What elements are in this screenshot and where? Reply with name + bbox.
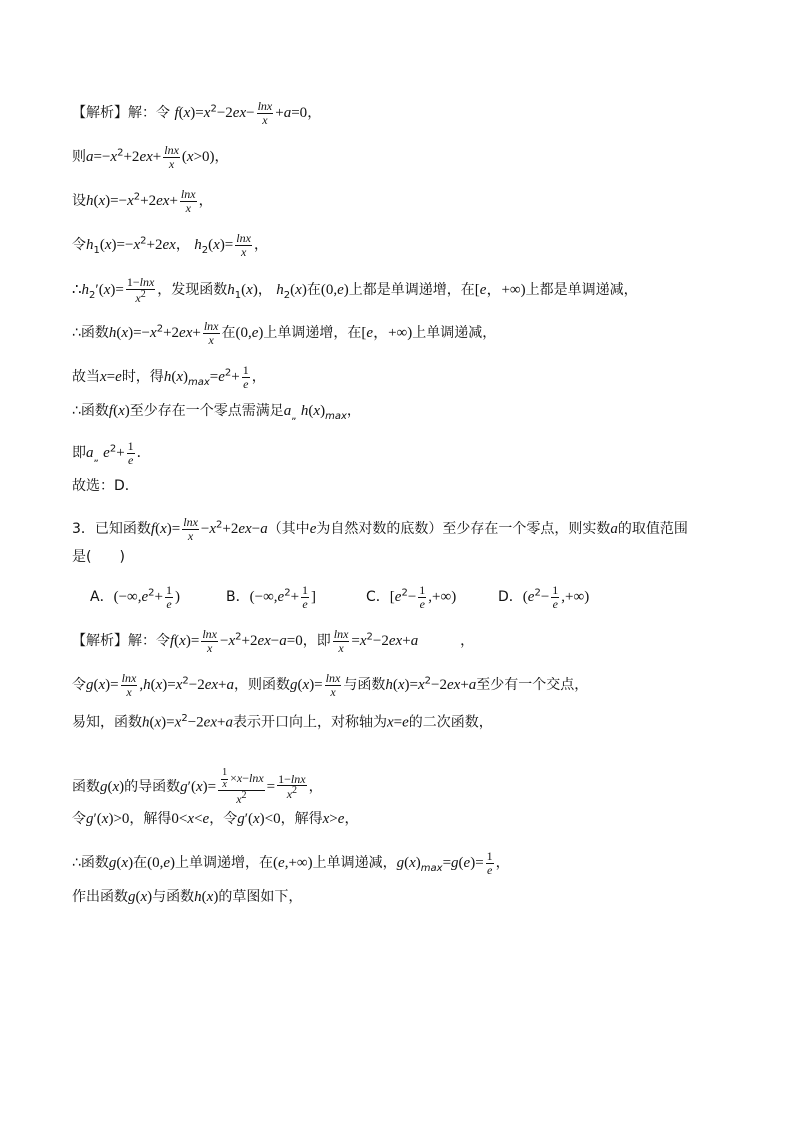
q3-solution-line-7: 作出函数g(x)与函数h(x)的草图如下，	[72, 889, 303, 905]
option-a: A．($-\infty,e^2+$ $\frac{1}{e}$ )	[90, 583, 180, 611]
jiexi-tag: 【解析】	[72, 105, 128, 122]
solution-line-1: 【解析】解：令 $f(x)=x^2-2ex-$ $\frac{\ln x}{x}$ +a=0，	[72, 99, 322, 127]
q3-solution-line-6: ∴函数g(x)在(0,e)上单调递增，在(e,+∞)上单调递减，$g(x)_{max}=g(e)=$ $\frac{1}{e}$ ，	[72, 849, 510, 877]
fraction: $\frac{\ln x}{x}$	[257, 99, 273, 127]
solution-line-7: 故当x=e时，得$h(x)_{max}=e^2+$ $\frac{1}{e}$ ，	[72, 363, 266, 391]
solution-line-6: ∴函数$h(x)=-x^2+2ex+$ $\frac{\ln x}{x}$ 在(0,e)上单调递增，在[e，+∞)上单调递减，	[72, 319, 497, 347]
option-c: C．[$e^2-$ $\frac{1}{e}$ ,+∞)	[366, 583, 457, 611]
answer-line: 故选：D．	[72, 478, 139, 494]
solution-line-2: 则$a=-x^2+2ex+$ $\frac{\ln x}{x}$ (x>0)，	[72, 143, 229, 171]
solution-line-4: 令$h_1(x)=-x^2+2ex$， $h_2(x)=$ $\frac{\ln x}{x}$ ，	[72, 231, 268, 259]
question-3: 3．已知函数f(x)= $\frac{\ln x}{x}$ $-x^2+2ex-a$（其中e为自然对数的底数）至少存在一个零点，则实数a的取值范围	[72, 515, 688, 543]
q3-solution-line-5: 令g′(x)>0，解得0<x<e，令g′(x)<0，解得x>e，	[72, 811, 359, 827]
q3-solution-line-3: 易知，函数$h(x)=x^2-2ex+a$表示开口向上，对称轴为x=e的二次函数，	[72, 713, 493, 731]
q3-solution-line-4: 函数g(x)的导函数g′(x)= $\frac{1}{x}$ ×x−lnx $x^2$ = $\frac{1-\ln x}{x^2}$ ，	[72, 767, 323, 806]
option-b: B．($-\infty,e^2+$ $\frac{1}{e}$ ]	[226, 583, 317, 611]
question-3-line-2: 是( )	[72, 549, 125, 565]
q3-solution-line-2: 令g(x)= $\frac{\ln x}{x}$ $,h(x)=x^2-2ex+a$，则函数g(x)= $\frac{\ln x}{x}$ 与函数$h(x)=x^2-2ex+a$至少有一个交点，	[72, 671, 589, 699]
solution-line-9: 即$a_„$ $e^2+$ $\frac{1}{e}$ ．	[72, 439, 151, 467]
solution-line-8: ∴函数f(x)至少存在一个零点需满足$a_„$ $h(x)_{max}$，	[72, 403, 361, 422]
formula: f	[174, 105, 179, 122]
solution-line-5: $\therefore h_2'(x)=$ $\frac{1-\ln x}{x^2}$ ，发现函数$h_1(x)$， $h_2(x)$在(0,e)上都是单调递增，在[e，+∞)上都是单调递减，	[72, 275, 638, 305]
q3-solution-line-1: 【解析】解：令f(x)= $\frac{\ln x}{x}$ $-x^2+2ex-a=0$，即 $\frac{\ln x}{x}$ $=x^2-2ex+a$ ，	[72, 627, 475, 655]
solution-line-3: 设$h(x)=-x^2+2ex+$ $\frac{\ln x}{x}$ ，	[72, 187, 213, 215]
option-d: D．($e^2-$ $\frac{1}{e}$ ,+∞)	[498, 583, 590, 611]
